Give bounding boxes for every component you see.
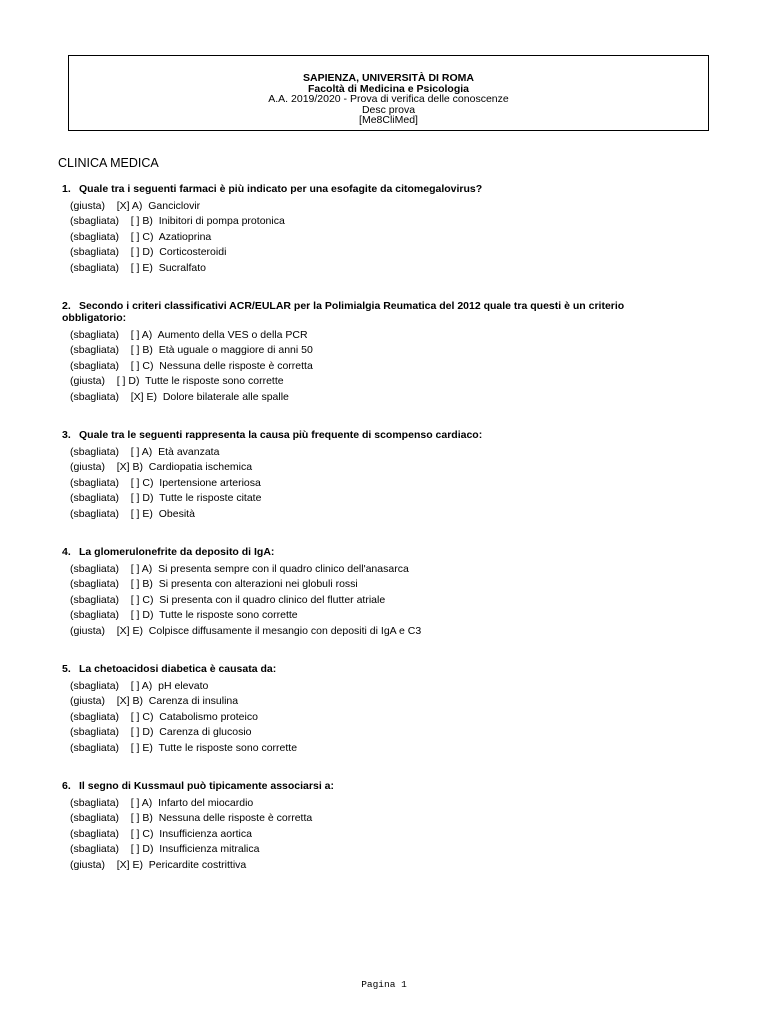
answer-status: (sbagliata) (70, 797, 120, 809)
answer-option (70, 811, 682, 826)
answer-option (70, 460, 682, 475)
answer-status: (sbagliata) (70, 261, 120, 274)
answer-option (70, 476, 682, 491)
answer-text: Nessuna delle risposte è corretta (159, 359, 313, 372)
answer-text: Nessuna delle risposte è corretta (158, 812, 313, 825)
answer-status: (sbagliata) (70, 344, 120, 357)
answer-status: (sbagliata) (70, 507, 120, 520)
answer-option (70, 359, 682, 374)
answer-checkbox-mark: [ ] B) (130, 812, 153, 825)
answer-text: pH elevato (158, 680, 209, 692)
question-text: Quale tra i seguenti farmaci è più indicato per una esofagite da citomegalovirus? (79, 183, 483, 195)
answer-checkbox-mark: [ ] B) (130, 578, 153, 591)
question-number: 3. (62, 429, 71, 441)
answer-option (70, 725, 682, 740)
answer-checkbox-mark: [ ] A) (130, 797, 153, 809)
answer-option (70, 624, 682, 639)
answer-checkbox-mark: [ ] A) (130, 563, 153, 575)
answer-option (70, 507, 682, 522)
answer-status: (sbagliata) (70, 492, 120, 505)
answer-option (70, 741, 682, 756)
answer-text: Colpisce diffusamente il mesangio con depositi di IgA e C3 (148, 624, 422, 637)
answer-text: Ipertensione arteriosa (159, 476, 261, 489)
answer-text: Si presenta con alterazioni nei globuli rossi (158, 578, 358, 591)
question-3 (62, 429, 682, 522)
answer-checkbox-mark: [ ] C) (130, 359, 154, 372)
question-6 (62, 780, 682, 873)
answer-checkbox-mark: [ ] C) (130, 230, 154, 243)
answer-checkbox-mark: [ ] A) (130, 446, 153, 458)
answer-list (62, 679, 682, 756)
answer-checkbox-mark: [ ] B) (130, 215, 153, 228)
answer-text: Catabolismo proteico (159, 710, 258, 723)
answer-text: Ganciclovir (148, 200, 201, 212)
answer-text: Infarto del miocardio (158, 797, 254, 809)
answer-text: Tutte le risposte sono corrette (159, 609, 298, 622)
answer-text: Aumento della VES o della PCR (157, 329, 308, 341)
section-title: CLINICA MEDICA (58, 156, 159, 170)
page-number: Pagina 1 (361, 979, 407, 990)
question-number: 6. (62, 780, 71, 792)
answer-text: Insufficienza aortica (159, 827, 252, 840)
answer-status: (sbagliata) (70, 246, 120, 259)
answer-text: Carenza di insulina (148, 695, 239, 708)
answer-option (70, 679, 682, 694)
answer-checkbox-mark: [ ] C) (130, 476, 154, 489)
answer-checkbox-mark: [ ] A) (130, 329, 153, 341)
answer-checkbox-mark: [X] E) (130, 390, 157, 403)
answer-checkbox-mark: [X] B) (116, 695, 143, 708)
answer-option (70, 245, 682, 260)
answer-checkbox-mark: [ ] D) (130, 492, 154, 505)
answer-status: (sbagliata) (70, 812, 120, 825)
answer-checkbox-mark: [X] E) (116, 624, 143, 637)
answer-list (62, 328, 682, 405)
answer-text: Età avanzata (158, 446, 220, 458)
answer-status: (giusta) (70, 624, 106, 637)
answer-text: Tutte le risposte citate (159, 492, 262, 505)
answer-status: (sbagliata) (70, 329, 120, 341)
answer-option (70, 390, 682, 405)
answer-list (62, 796, 682, 873)
answer-option (70, 593, 682, 608)
question-number: 4. (62, 546, 71, 558)
answer-status: (giusta) (70, 200, 106, 212)
question-1 (62, 183, 682, 276)
answer-text: Tutte le risposte sono corrette (145, 375, 284, 388)
answer-checkbox-mark: [X] A) (116, 200, 143, 212)
answer-status: (sbagliata) (70, 609, 120, 622)
answer-option (70, 343, 682, 358)
answer-text: Inibitori di pompa protonica (158, 215, 285, 228)
question-number: 2. (62, 300, 71, 312)
question-number: 1. (62, 183, 71, 195)
exam-code: [Me8CliMed] (359, 114, 418, 127)
answer-status: (sbagliata) (70, 390, 120, 403)
answer-text: Età uguale o maggiore di anni 50 (158, 344, 313, 357)
answer-text: Si presenta con il quadro clinico del flutter atriale (159, 593, 386, 606)
question-title (62, 300, 682, 324)
answer-text: Corticosteroidi (159, 246, 227, 259)
answer-option (70, 491, 682, 506)
answer-text: Cardiopatia ischemica (148, 461, 253, 474)
answer-status: (sbagliata) (70, 446, 120, 458)
answer-checkbox-mark: [ ] C) (130, 710, 154, 723)
question-text: La chetoacidosi diabetica è causata da: (79, 663, 277, 675)
answer-text: Sucralfato (158, 261, 206, 274)
answer-status: (sbagliata) (70, 593, 120, 606)
answer-option (70, 842, 682, 857)
answer-checkbox-mark: [ ] C) (130, 827, 154, 840)
answer-option (70, 562, 682, 577)
answer-checkbox-mark: [ ] D) (116, 375, 140, 388)
question-5 (62, 663, 682, 756)
answer-list (62, 199, 682, 276)
answer-checkbox-mark: [ ] E) (130, 507, 153, 520)
answer-option (70, 445, 682, 460)
answer-option (70, 199, 682, 214)
question-title (62, 183, 682, 195)
answer-option (70, 261, 682, 276)
answer-status: (sbagliata) (70, 215, 120, 228)
answer-option (70, 694, 682, 709)
answer-checkbox-mark: [ ] D) (130, 726, 154, 739)
answer-status: (giusta) (70, 461, 106, 474)
answer-option (70, 710, 682, 725)
university-name: SAPIENZA, UNIVERSITÀ DI ROMA (303, 72, 474, 84)
question-title (62, 429, 682, 441)
question-title (62, 780, 682, 792)
answer-status: (sbagliata) (70, 476, 120, 489)
answer-option (70, 214, 682, 229)
answer-list (62, 562, 682, 639)
answer-checkbox-mark: [ ] E) (130, 261, 153, 274)
faculty-name: Facoltà di Medicina e Psicologia (307, 82, 470, 95)
exam-description: Desc prova (361, 103, 416, 116)
answer-status: (sbagliata) (70, 230, 120, 243)
answer-option (70, 796, 682, 811)
answer-status: (sbagliata) (70, 578, 120, 591)
question-text: Il segno di Kussmaul può tipicamente associarsi a: (79, 780, 334, 792)
answer-option (70, 328, 682, 343)
answer-text: Obesità (158, 507, 195, 520)
answer-status: (sbagliata) (70, 710, 120, 723)
answer-checkbox-mark: [X] E) (116, 858, 143, 871)
answer-text: Si presenta sempre con il quadro clinico dell'anasarca (158, 563, 409, 575)
question-title (62, 663, 682, 675)
answer-list (62, 445, 682, 522)
answer-checkbox-mark: [ ] B) (130, 344, 153, 357)
answer-status: (giusta) (70, 858, 106, 871)
answer-text: Carenza di glucosio (159, 726, 252, 739)
answer-text: Pericardite costrittiva (148, 858, 247, 871)
answer-status: (sbagliata) (70, 359, 120, 372)
answer-checkbox-mark: [ ] C) (130, 593, 154, 606)
answer-status: (sbagliata) (70, 726, 120, 739)
answer-option (70, 374, 682, 389)
answer-checkbox-mark: [ ] A) (130, 680, 153, 692)
answer-text: Insufficienza mitralica (159, 843, 260, 856)
answer-option (70, 858, 682, 873)
question-4 (62, 546, 682, 639)
answer-option (70, 608, 682, 623)
answer-checkbox-mark: [X] B) (116, 461, 143, 474)
answer-status: (sbagliata) (70, 827, 120, 840)
answer-option (70, 577, 682, 592)
answer-checkbox-mark: [ ] D) (130, 843, 154, 856)
answer-option (70, 230, 682, 245)
answer-status: (giusta) (70, 375, 106, 388)
answer-option (70, 827, 682, 842)
answer-status: (sbagliata) (70, 680, 120, 692)
answer-checkbox-mark: [ ] E) (130, 741, 153, 754)
answer-text: Azatioprina (158, 230, 212, 243)
document-header (68, 55, 709, 131)
answer-checkbox-mark: [ ] D) (130, 246, 154, 259)
question-text: Quale tra le seguenti rappresenta la causa più frequente di scompenso cardiaco: (79, 429, 483, 441)
question-title (62, 546, 682, 558)
exam-title: A.A. 2019/2020 - Prova di verifica delle conoscenze (268, 93, 509, 106)
answer-status: (giusta) (70, 695, 106, 708)
question-text: La glomerulonefrite da deposito di IgA: (79, 546, 275, 558)
answer-checkbox-mark: [ ] D) (130, 609, 154, 622)
answer-status: (sbagliata) (70, 741, 120, 754)
answer-text: Tutte le risposte sono corrette (158, 741, 298, 754)
question-number: 5. (62, 663, 71, 675)
answer-status: (sbagliata) (70, 843, 120, 856)
answer-status: (sbagliata) (70, 563, 120, 575)
question-2 (62, 300, 682, 405)
question-text: Secondo i criteri classificativi ACR/EULAR per la Polimialgia Reumatica del 2012 quale tra questi è un criterio obbligatorio: (62, 300, 625, 324)
answer-text: Dolore bilaterale alle spalle (162, 390, 289, 403)
